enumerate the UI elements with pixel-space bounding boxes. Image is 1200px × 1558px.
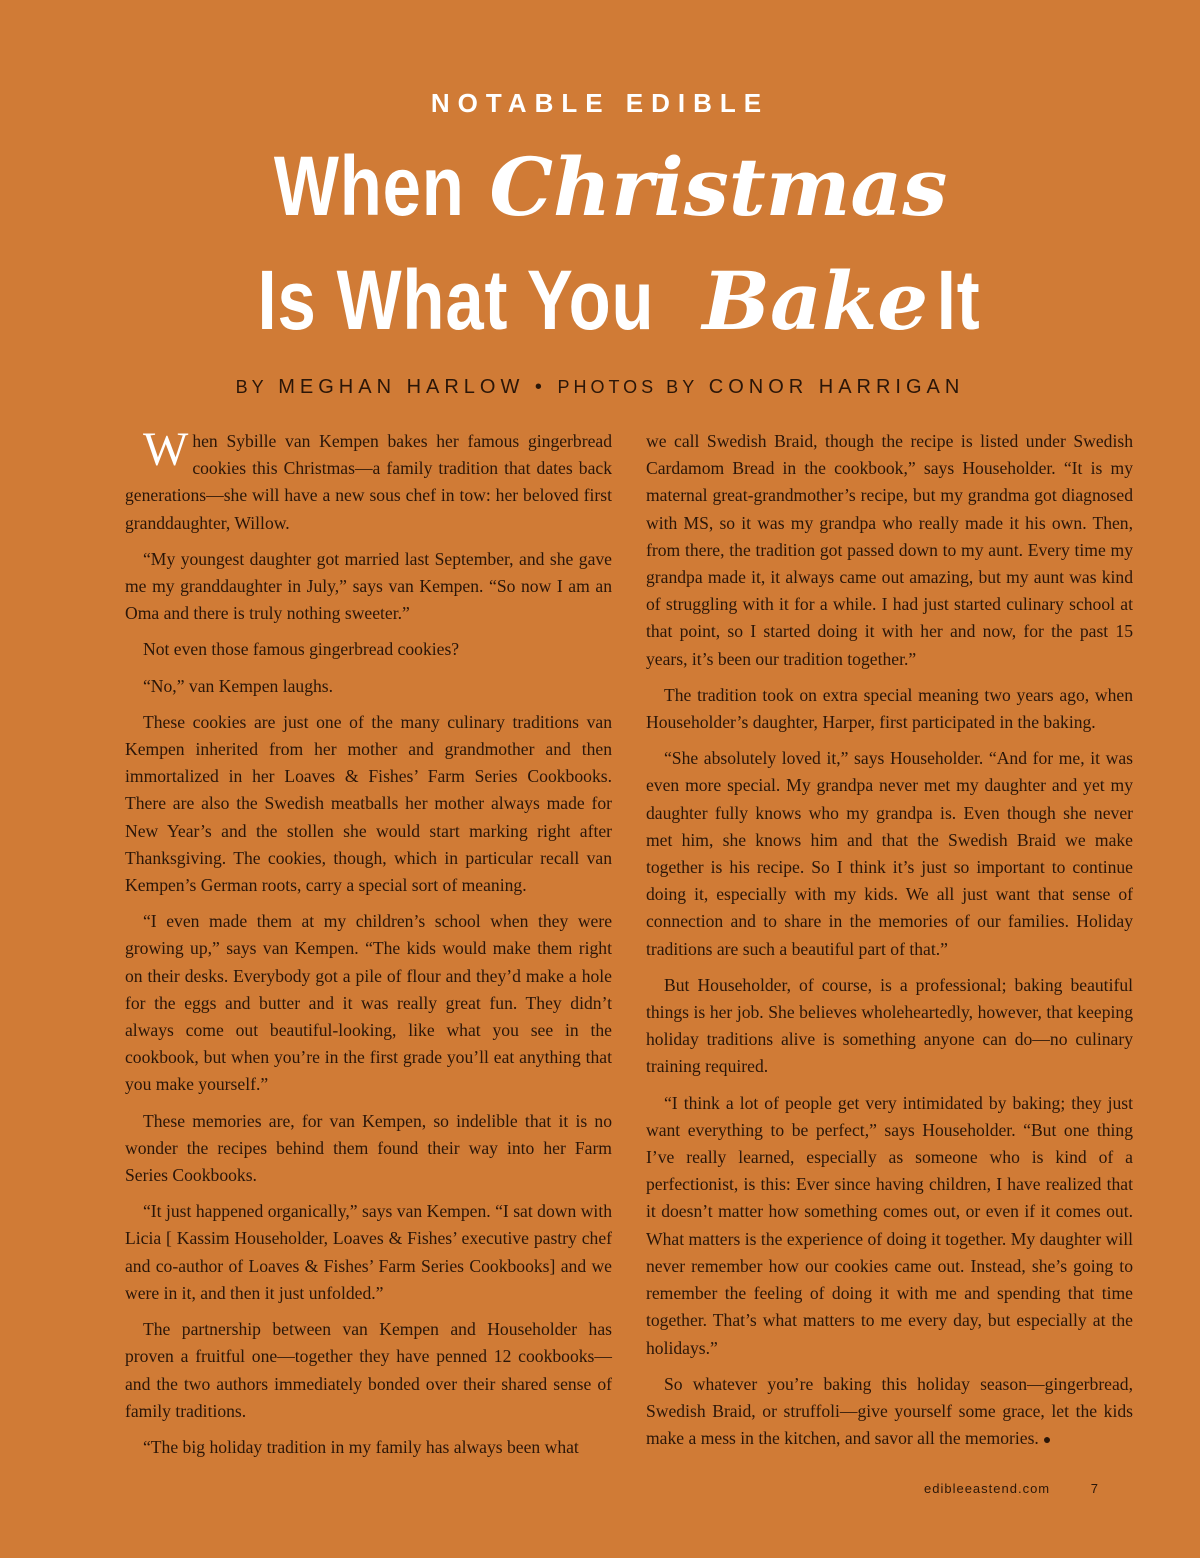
end-mark: ● [1042, 1433, 1052, 1449]
paragraph-1-text: hen Sybille van Kempen bakes her famous gingerbread cookies this Christmas—a family tradition that dates back generations—she will have a new sous chef in tow: her beloved first granddaughter, Willow. [125, 431, 612, 533]
headline-script-christmas: Christmas [489, 140, 948, 234]
paragraph-7: These memories are, for van Kempen, so indelible that it is no wonder the recipes behind them found their way into her Farm Series Cookbooks. [125, 1110, 612, 1186]
byline-separator: • [534, 376, 547, 398]
paragraph-11: we call Swedish Braid, though the recipe is listed under Swedish Cardamom Bread in the cookbook,” says Householder. “It is my maternal great-grandmother’s recipe, but my grandma got diagnosed with MS, so it was my grandpa who really made it his own. Then, from there, the tradition got passed down to my aunt. Every time my grandpa made it, it always came out amazing, but my aunt was kind of struggling with it for a while. I had just started culinary school at that point, so I started doing it with her and now, for the past 15 years, it’s been our tradition together.” [646, 431, 1133, 669]
drop-cap: W [143, 423, 189, 476]
paragraph-12: The tradition took on extra special meaning two years ago, when Householder’s daughter, Harper, first participated in the baking. [646, 684, 1133, 733]
headline-words-is-what-you: Is What You [258, 253, 655, 347]
paragraph-5: These cookies are just one of the many culinary traditions van Kempen inherited from her mother and grandmother and then immortalized in her Loaves & Fishes’ Farm Series Cookbooks. There are also the Swedish meatballs her mother always made for New Year’s and the stollen she would start marking right after Thanksgiving. The cookies, though, which in particular recall van Kempen’s German roots, carry a special sort of meaning. [125, 711, 612, 896]
paragraph-6: “I even made them at my children’s school when they were growing up,” says van Kempen. “The kids would make them right on their desks. Everybody got a pile of flour and they’d make a hole for the eggs and butter and it was really great fun. They didn’t always come out beautiful-looking, like what you see in the cookbook, but when you’re in the first grade you’ll eat anything that you make yourself.” [125, 911, 612, 1095]
paragraph-15: “I think a lot of people get very intimidated by baking; they just want everything to be perfect,” says Householder. “But one thing I’ve really learned, especially as someone who is kind of a perfectionist, is this: Ever since having children, I have realized that it doesn’t matter how something comes out, or even if it comes out. What matters is the experience of doing it together. My daughter will never remember how our cookies came out. Instead, she’s going to remember the feeling of doing it with me and spending that time together. That’s what matters to me every day, but especially at the holidays.” [646, 1092, 1133, 1358]
byline [0, 376, 1200, 399]
paragraph-16-text: So whatever you’re baking this holiday season—gingerbread, Swedish Braid, or struffoli—give yourself some grace, let the kids make a mess in the kitchen, and savor all the memories. [646, 1373, 1133, 1449]
byline-photos-by: PHOTOS BY [557, 377, 699, 397]
headline-word-it: It [936, 253, 981, 347]
paragraph-2: “My youngest daughter got married last September, and she gave me my granddaughter in July,” says van Kempen. “So now I am an Oma and there is truly nothing sweeter.” [125, 548, 612, 624]
byline-photographer: CONOR HARRIGAN [708, 376, 965, 398]
byline-author: MEGHAN HARLOW [278, 376, 525, 398]
paragraph-14: But Householder, of course, is a professional; baking beautiful things is her job. She believes wholeheartedly, however, that keeping holiday traditions alive is something anyone can do—no culinary training required. [646, 974, 1133, 1077]
headline-line-2 [0, 252, 1200, 349]
headline-word-when: When [273, 139, 465, 233]
page-number: 7 [1090, 1481, 1099, 1496]
paragraph-10: “The big holiday tradition in my family has always been what [143, 1436, 579, 1457]
headline-script-bake: Bake [702, 254, 929, 348]
paragraph-16 [646, 1371, 1133, 1455]
paragraph-9: The partnership between van Kempen and Householder has proven a fruitful one—together they have penned 12 cookbooks—and the two authors immediately bonded over their shared sense of family traditions. [125, 1319, 612, 1421]
paragraph-1 [125, 423, 612, 537]
article-column-left [125, 423, 612, 1470]
article-column-right [646, 428, 1133, 1463]
page-footer [924, 1481, 1099, 1496]
footer-site-link[interactable]: edibleeastend.com [924, 1481, 1051, 1496]
byline-by: BY [235, 377, 268, 397]
paragraph-4: “No,” van Kempen laughs. [143, 675, 334, 696]
paragraph-3: Not even those famous gingerbread cookies? [143, 639, 460, 660]
headline-line-1 [0, 138, 1200, 235]
section-kicker: NOTABLE EDIBLE [430, 88, 770, 118]
paragraph-8: “It just happened organically,” says van Kempen. “I sat down with Licia [ Kassim Householder, Loaves & Fishes’ executive pastry chef and co-author of Loaves & Fishes’ Farm Series Cookbooks] and we were in it, and then it just unfolded.” [125, 1201, 612, 1303]
paragraph-13: “She absolutely loved it,” says Householder. “And for me, it was even more special. My grandpa never met my daughter and yet my daughter fully knows who my grandpa is. Even though she never met him, she knows him and that the Swedish Braid we make together is his recipe. So I think it’s just so important to continue doing it, especially with my kids. We all just want that sense of connection and to share in the memories of our families. Holiday traditions are such a beautiful part of that.” [646, 748, 1133, 959]
